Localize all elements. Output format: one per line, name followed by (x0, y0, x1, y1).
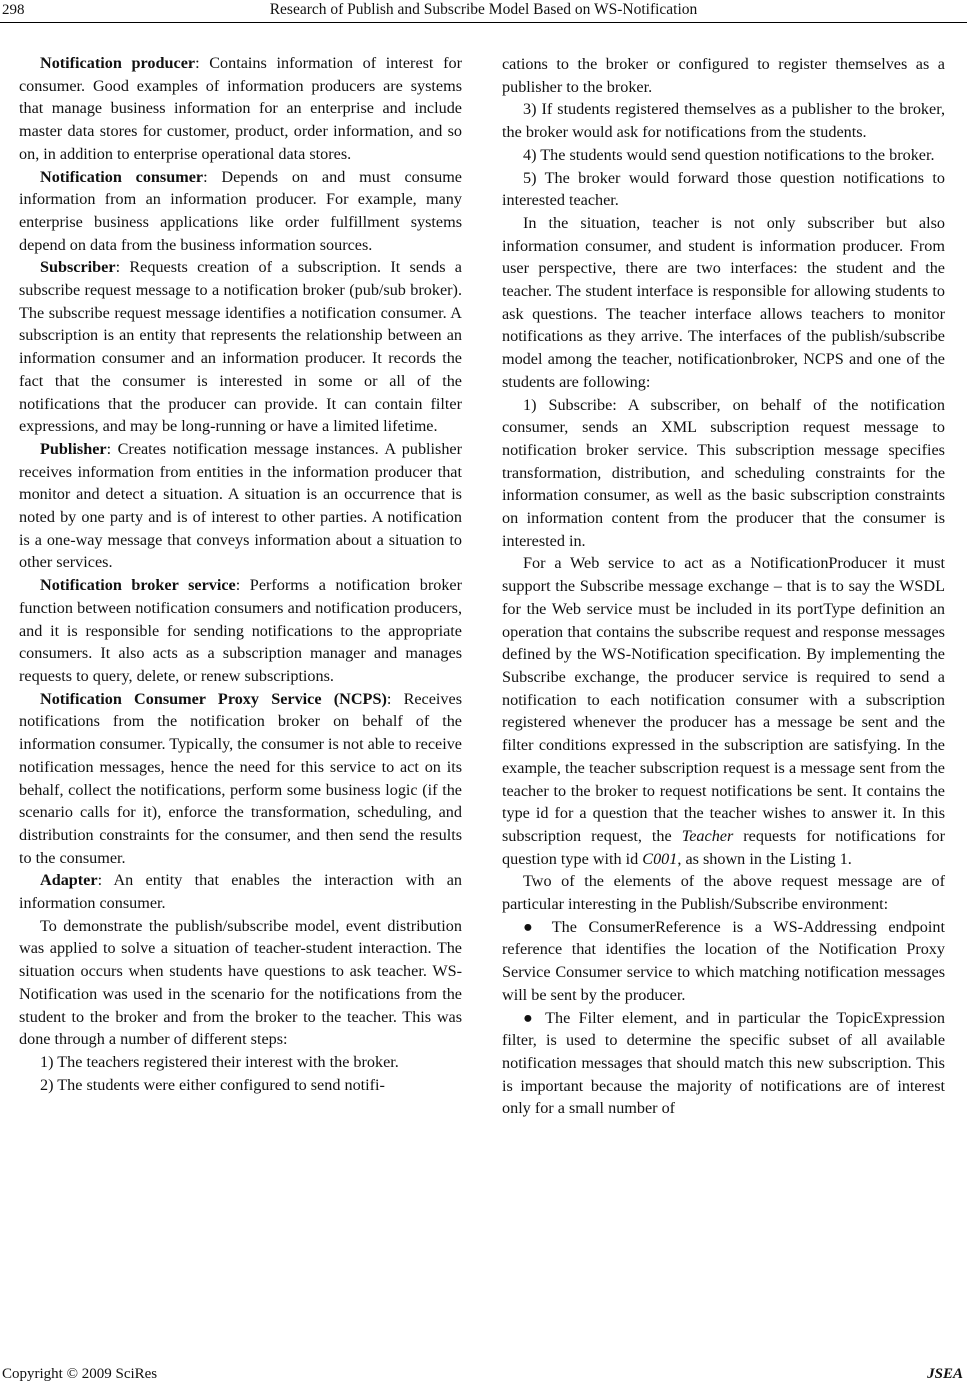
page-footer (0, 1366, 967, 1386)
bullet-consumer-reference: ● The ConsumerReference is a WS-Addressing endpoint reference that identifies the location of the Notification Proxy Service Consumer service to which matching notification messages will be sent by the producer. (502, 917, 945, 1004)
paragraph-ncps: Notification Consumer Proxy Service (NCPS): Receives notifications from the notification broker on behalf of the information consumer. Typically, the consumer is not able to receive notification messages, hence the need for this service to act on its behalf, collect the notifications, perform some business logic (if the scenario calls for it), enforce the transformation, scheduling, and distribution constraints for the consumer, and then send the results to the consumer. (19, 689, 462, 867)
left-column (19, 52, 462, 1096)
paragraph-notification-producer: Notification producer: Contains information of interest for consumer. Good examples of information producers are systems that manage business information for an enterprise and include master data stores for customer, product, order information, and so on, in addition to enterprise operational data stores. (19, 54, 462, 163)
teacher-italic: Teacher (681, 826, 734, 845)
term: Notification broker service (40, 576, 236, 595)
right-column (502, 53, 945, 1120)
paragraph-situation: In the situation, teacher is not only subscriber but also information consumer, and student is information producer. From user perspective, there are two interfaces: the student and the teacher. The student interface is responsible for allowing students to ask questions. The teacher interface allows teachers to monitor notifications as they arrive. The interfaces of the publish/subscribe model among the teacher, notificationbroker, NCPS and one of the students are following: (502, 213, 945, 391)
paragraph-step-3: 3) If students registered themselves as a publisher to the broker, the broker would ask for notifications from the students. (502, 100, 945, 142)
page-header (0, 0, 967, 24)
paragraph-adapter: Adapter: An entity that enables the interaction with an information consumer. (19, 871, 462, 913)
journal-abbrev: JSEA (927, 1366, 963, 1382)
paragraph-broker-service: Notification broker service: Performs a notification broker function between notification consumers and notification producers, and it is responsible for sending notifications to the appropriate consumers. It also acts as a subscription manager and manages requests to query, delete, or renew subscriptions. (19, 576, 462, 685)
paragraph-subscriber: Subscriber: Requests creation of a subscription. It sends a subscribe request message to a notification broker (pub/sub broker). The subscribe request message identifies a notification consumer. A subscription is an entity that represents the relationship between an information consumer and an information producer. It records the fact that the consumer is interested in some or all of the notifications that the producer can provide. It can contain filter expressions, and may be long-running or have a limited lifetime. (19, 258, 462, 436)
paragraph-step-2: 2) The students were either configured to send notifi- (40, 1075, 385, 1094)
header-rule (0, 22, 967, 23)
copyright: Copyright © 2009 SciRes (2, 1366, 158, 1382)
bullet-filter-element: ● The Filter element, and in particular the TopicExpression filter, is used to determine the specific subset of all available notification messages that should match this new subscription. This is important because the majority of notifications are of interest only for a small number of (502, 1008, 945, 1118)
paragraph-continuation: cations to the broker or configured to register themselves as a publisher to the broker. (502, 55, 945, 96)
term: Notification producer (40, 54, 196, 72)
paragraph-elements: Two of the elements of the above request message are of particular interesting in the Publish/Subscribe environment: (502, 872, 945, 914)
term: Notification consumer (40, 167, 204, 186)
id-italic: C001 (642, 849, 678, 868)
paragraph-demonstrate: To demonstrate the publish/subscribe model, event distribution was applied to solve a situation of teacher-student interaction. The situation occurs when students have questions to ask teacher. WS-Notification was used in the scenario for the notifications from the student to the broker and from the broker to the teacher. This was done through a number of different steps: (19, 916, 462, 1049)
paragraph-publisher: Publisher: Creates notification message instances. A publisher receives information from entities in the information producer that monitor and detect a situation. A situation is an occurrence that is noted by one party and is of interest to other parties. A notification is a one-way message that conveys information about a situation to other services. (19, 439, 462, 572)
page-number: 298 (2, 2, 25, 18)
paragraph-step-1: 1) The teachers registered their interest with the broker. (40, 1052, 399, 1071)
paragraph-notification-consumer: Notification consumer: Depends on and must consume information from an information producer. For example, many enterprise business applications like order fulfillment systems depend on data from the business information sources. (19, 167, 462, 254)
paragraph-step-5: 5) The broker would forward those question notifications to interested teacher. (502, 168, 945, 210)
term: Adapter (40, 871, 98, 890)
term: Publisher (40, 439, 107, 458)
paragraph-step-4: 4) The students would send question notifications to the broker. (523, 145, 935, 164)
term: Notification Consumer Proxy Service (NCPS) (40, 689, 387, 708)
paragraph-subscribe: 1) Subscribe: A subscriber, on behalf of the notification consumer, sends an XML subscription request message to notification broker service. This subscription message specifies transformation, distribution, and scheduling constraints for the information consumer, as well as the basic subscription constraints on information content from the producer that the consumer is interested in. (502, 395, 945, 550)
running-title: Research of Publish and Subscribe Model Based on WS-Notification (269, 1, 698, 18)
term: Subscriber (40, 258, 116, 277)
paragraph-web-service: For a Web service to act as a NotificationProducer it must support the Subscribe message exchange – that is to say the WSDL for the Web service must be included in its portType definition an operation that contains the subscribe request and response messages defined by the WS-Notification specification. By implementing the Subscribe exchange, the producer service is required to send a notification to each notification consumer with a subscription registered whenever the producer has a message be sent and the filter conditions expressed in the subscription are satisfying. In the example, the teacher subscription request is a message sent from the teacher to the broker to request notifications be sent. It contains the type id for a question that the teacher wishes to answer it. In this subscription request, the Teacher requests for notifications for question type with id C001, as shown in the Listing 1. (502, 554, 946, 868)
